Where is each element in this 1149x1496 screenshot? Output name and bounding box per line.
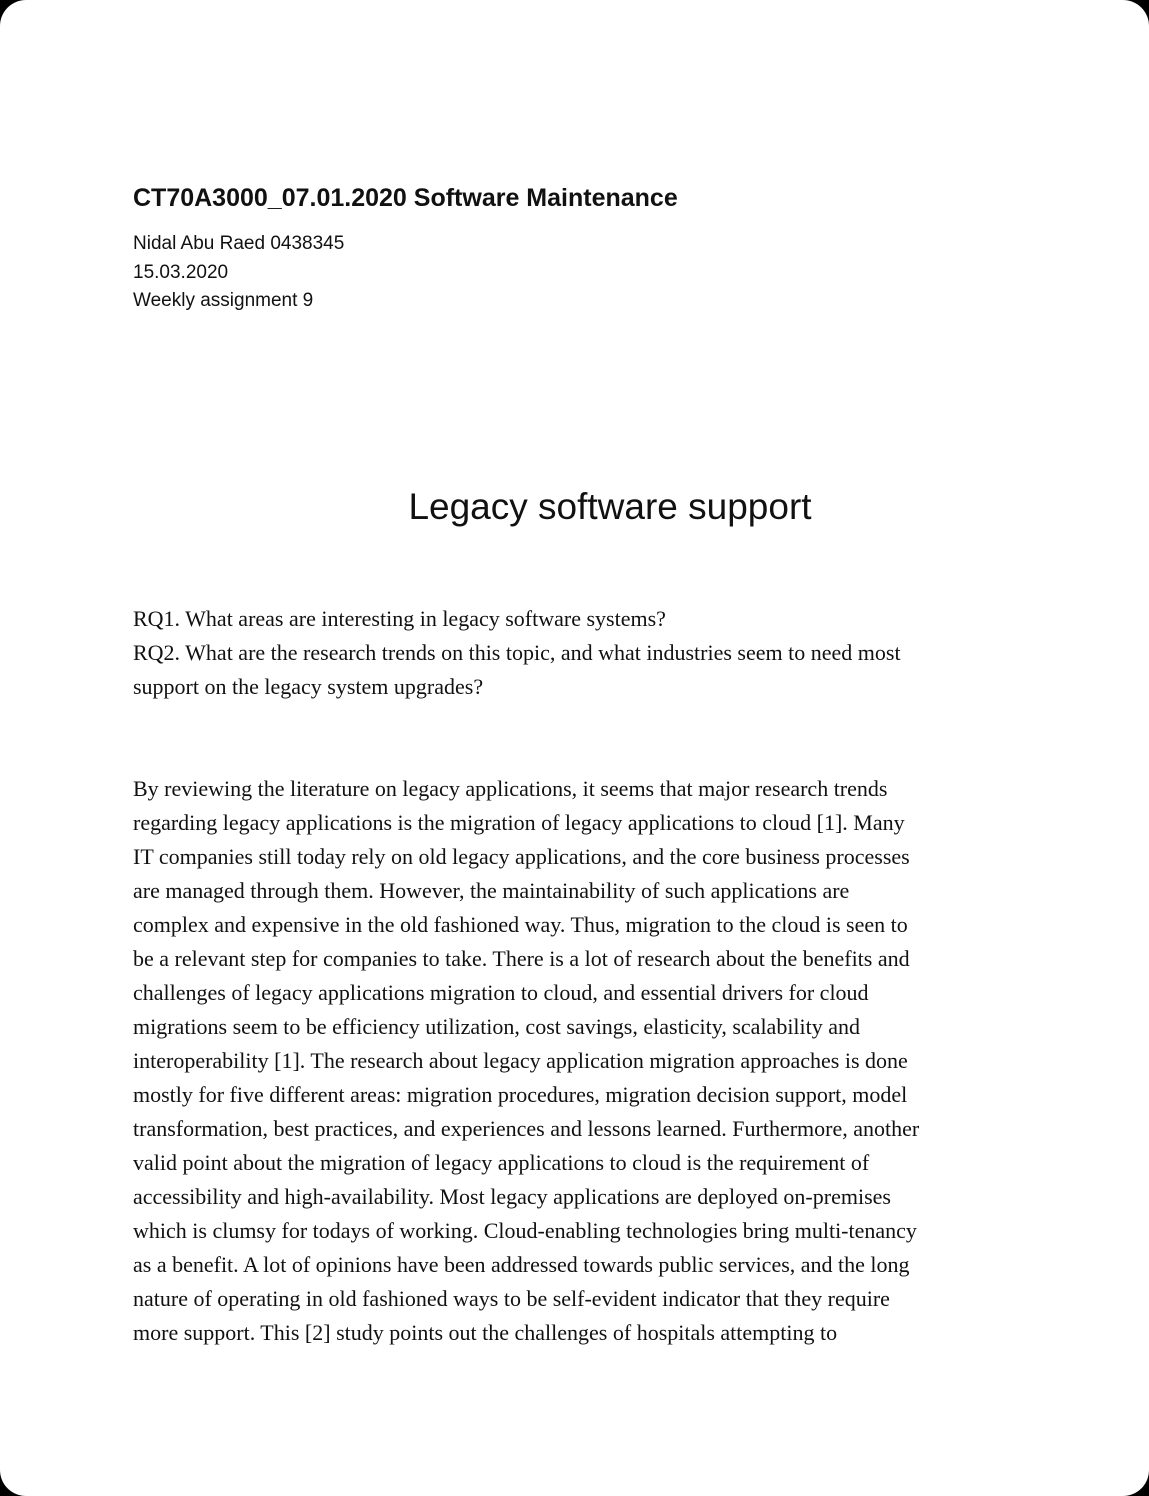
body-line: migrations seem to be efficiency utilization, cost savings, elasticity, scalability and bbox=[133, 1014, 861, 1039]
body-line: more support. This [2] study points out the challenges of hospitals attempting to bbox=[133, 1320, 838, 1345]
rq-line: support on the legacy system upgrades? bbox=[133, 674, 484, 699]
author-line: Nidal Abu Raed 0438345 bbox=[133, 233, 345, 254]
document-title: Legacy software support bbox=[408, 486, 812, 527]
rq-line: RQ1. What areas are interesting in legacy software systems? bbox=[133, 606, 666, 631]
body-line: interoperability [1]. The research about legacy application migration approaches is done bbox=[133, 1048, 908, 1073]
body-line: as a benefit. A lot of opinions have been addressed towards public services, and the long bbox=[133, 1252, 910, 1277]
body-line: valid point about the migration of legacy applications to cloud is the requirement of bbox=[133, 1150, 870, 1175]
rq-line: RQ2. What are the research trends on this topic, and what industries seem to need most bbox=[133, 640, 901, 665]
research-questions bbox=[133, 602, 901, 704]
body-line: regarding legacy applications is the migration of legacy applications to cloud [1]. Many bbox=[133, 810, 905, 835]
body-line: complex and expensive in the old fashioned way. Thus, migration to the cloud is seen to bbox=[133, 912, 908, 937]
assignment-line: Weekly assignment 9 bbox=[133, 290, 314, 311]
body-line: IT companies still today rely on old legacy applications, and the core business processes bbox=[133, 844, 910, 869]
body-line: be a relevant step for companies to take. There is a lot of research about the benefits and bbox=[133, 946, 910, 971]
body-paragraph bbox=[133, 772, 919, 1350]
date-line: 15.03.2020 bbox=[133, 261, 229, 283]
body-line: challenges of legacy applications migration to cloud, and essential drivers for cloud bbox=[133, 980, 869, 1005]
body-line: By reviewing the literature on legacy applications, it seems that major research trends bbox=[133, 776, 888, 801]
body-line: are managed through them. However, the maintainability of such applications are bbox=[133, 878, 850, 903]
course-title: CT70A3000_07.01.2020 Software Maintenance bbox=[133, 184, 678, 212]
body-line: nature of operating in old fashioned ways to be self-evident indicator that they require bbox=[133, 1286, 890, 1311]
body-line: transformation, best practices, and experiences and lessons learned. Furthermore, another bbox=[133, 1116, 920, 1141]
body-line: mostly for five different areas: migration procedures, migration decision support, model bbox=[133, 1082, 908, 1107]
document-meta bbox=[133, 230, 344, 316]
body-line: accessibility and high-availability. Most legacy applications are deployed on-premises bbox=[133, 1184, 891, 1209]
body-line: which is clumsy for todays of working. Cloud-enabling technologies bring multi-tenancy bbox=[133, 1218, 917, 1243]
